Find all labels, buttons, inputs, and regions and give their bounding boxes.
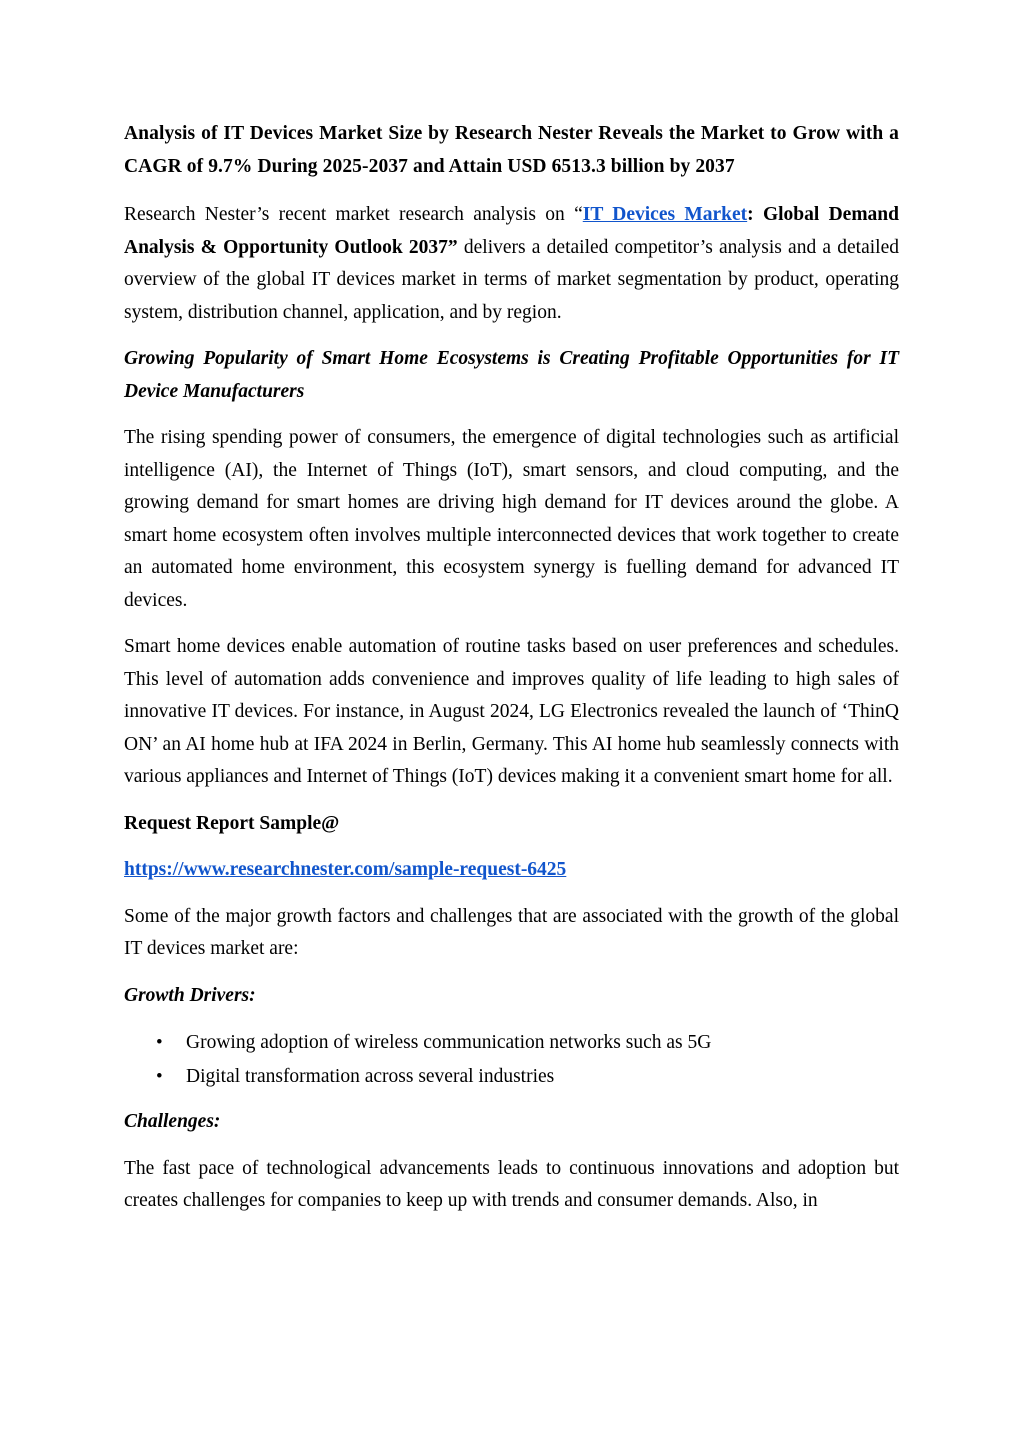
intro-text-end: delivers a detailed competitor’s analysis and a detailed overview of the global IT devices market in terms of market segmentation by product, operating system, distribution channel, application, and by region. xyxy=(124,236,899,323)
intro-text-start: Research Nester’s recent market research analysis on “ xyxy=(124,204,583,225)
section-heading: Growing Popularity of Smart Home Ecosystems is Creating Profitable Opportunities for IT Device Manufacturers xyxy=(124,348,899,402)
list-item xyxy=(124,1060,899,1094)
list-item-text: Growing adoption of wireless communication networks such as 5G xyxy=(186,1032,712,1053)
bullet-icon: • xyxy=(156,1066,163,1087)
growth-drivers-heading: Growth Drivers: xyxy=(124,984,256,1006)
document-title: Analysis of IT Devices Market Size by Research Nester Reveals the Market to Grow with a CAGR of 9.7% During 2025-2037 and Attain USD 6513.3 billion by 2037 xyxy=(124,123,899,177)
growth-drivers-list xyxy=(124,1026,899,1094)
request-sample-link[interactable]: https://www.researchnester.com/sample-request-6425 xyxy=(124,859,567,880)
it-devices-market-link[interactable]: IT Devices Market xyxy=(582,204,748,225)
challenges-heading: Challenges: xyxy=(124,1111,221,1132)
document-page xyxy=(124,118,899,1232)
request-sample-url-line xyxy=(124,854,899,887)
list-item xyxy=(124,1026,899,1060)
paragraph-smart-home-demand: The rising spending power of consumers, the emergence of digital technologies such as artificial intelligence (AI), the Internet of Things (IoT), smart sensors, and cloud computing, and the growing demand for smart homes are driving high demand for IT devices around the globe. A smart home ecosystem often involves multiple interconnected devices that work together to create an automated home environment, this ecosystem synergy is fuelling demand for advanced IT devices. xyxy=(124,427,899,611)
request-sample-label: Request Report Sample@ xyxy=(124,812,340,834)
intro-paragraph xyxy=(124,199,899,329)
intro-report-name: : Global Demand Analysis & Opportunity Outlook 2037” xyxy=(124,204,899,258)
bullet-icon: • xyxy=(156,1032,163,1053)
paragraph-growth-factors: Some of the major growth factors and challenges that are associated with the growth of the global IT devices market are: xyxy=(124,905,899,959)
list-item-text: Digital transformation across several industries xyxy=(186,1066,555,1087)
paragraph-smart-home-automation: Smart home devices enable automation of routine tasks based on user preferences and schedules. This level of automation adds convenience and improves quality of life leading to high sales of innovative IT devices. For instance, in August 2024, LG Electronics revealed the launch of ‘ThinQ ON’ an AI home hub at IFA 2024 in Berlin, Germany. This AI home hub seamlessly connects with various appliances and Internet of Things (IoT) devices making it a convenient smart home for all. xyxy=(124,636,899,787)
paragraph-challenges: The fast pace of technological advancements leads to continuous innovations and adoption but creates challenges for companies to keep up with trends and consumer demands. Also, in xyxy=(124,1157,899,1211)
